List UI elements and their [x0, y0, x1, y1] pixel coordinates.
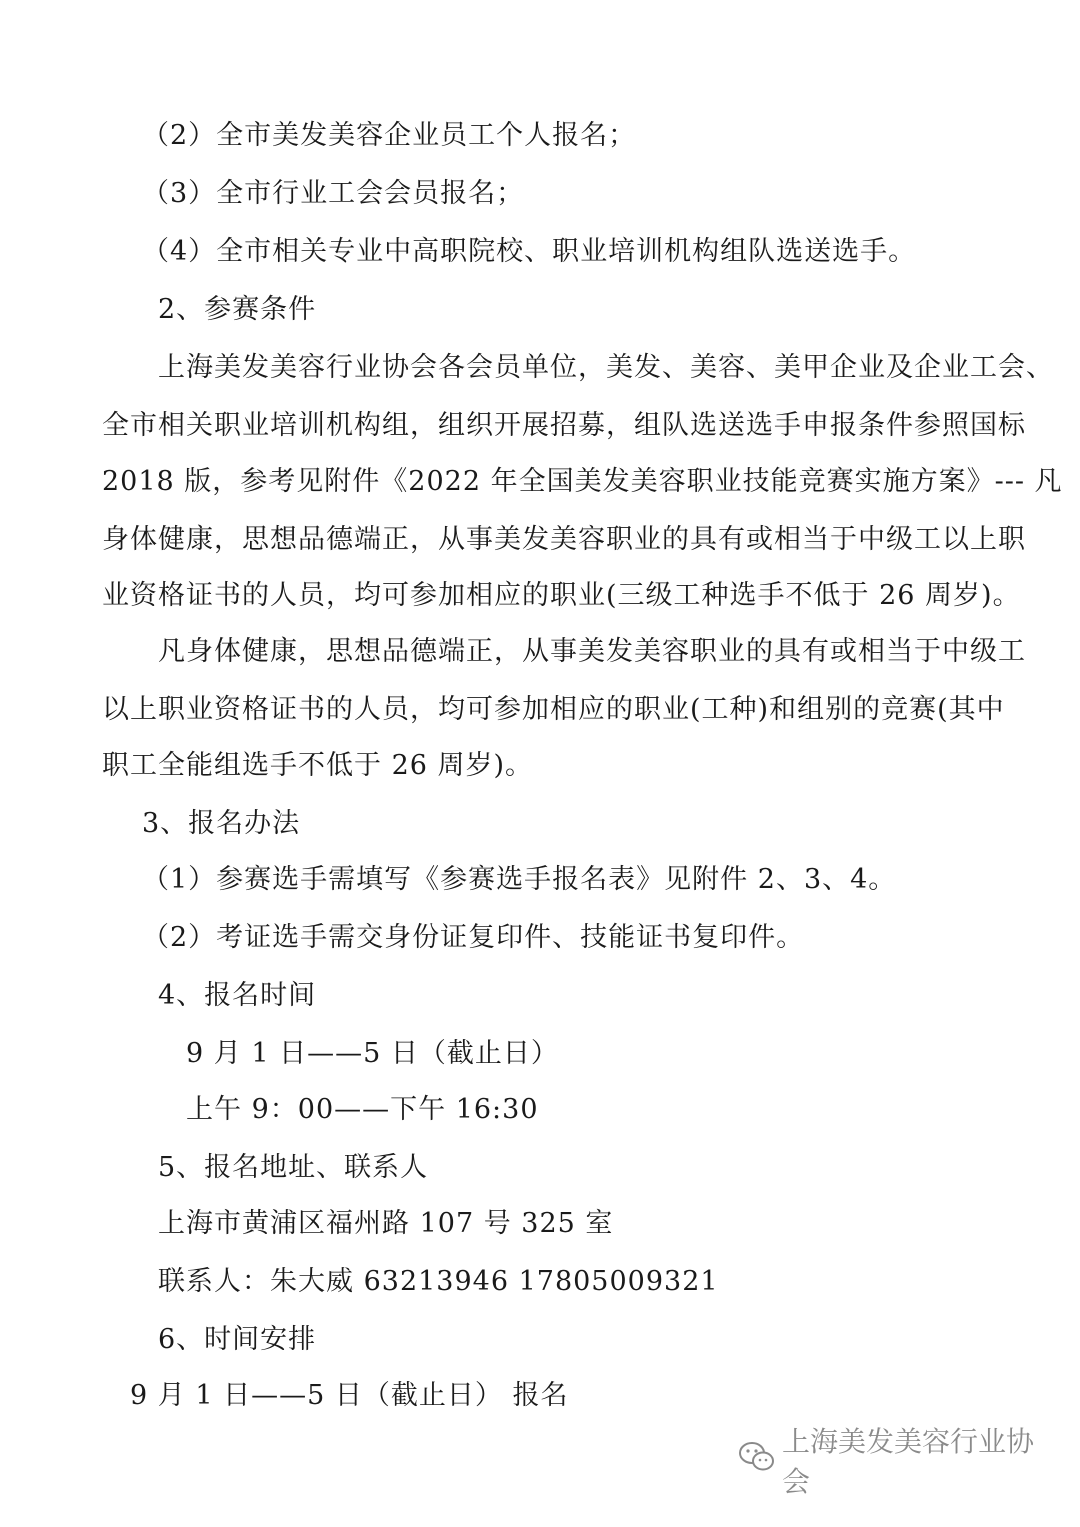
text-line: 身体健康，思想品德端正，从事美发美容职业的具有或相当于中级工以上职 — [102, 524, 1026, 555]
section-heading: 3、报名办法 — [142, 808, 301, 839]
text-line: 职工全能组选手不低于 26 周岁)。 — [102, 750, 534, 781]
contact-line: 联系人：朱大威 63213946 17805009321 — [158, 1266, 719, 1297]
text-line: 以上职业资格证书的人员，均可参加相应的职业(工种)和组别的竞赛(其中 — [102, 694, 1005, 725]
watermark-text: 上海美发美容行业协会 — [782, 1425, 1035, 1498]
text-line: 凡身体健康，思想品德端正，从事美发美容职业的具有或相当于中级工 — [158, 636, 1026, 667]
text-line: （1）参赛选手需填写《参赛选手报名表》见附件 2、3、4。 — [142, 864, 897, 895]
text-line: （2）考证选手需交身份证复印件、技能证书复印件。 — [142, 922, 805, 953]
wechat-icon — [738, 1441, 782, 1480]
text-line: （2）全市美发美容企业员工个人报名； — [142, 120, 637, 151]
section-heading: 6、时间安排 — [158, 1324, 317, 1355]
text-line: （3）全市行业工会会员报名； — [142, 178, 525, 209]
watermark — [738, 1425, 1058, 1498]
text-line: 9 月 1 日——5 日（截止日） 报名 — [130, 1380, 569, 1411]
text-line: 上海美发美容行业协会各会员单位，美发、美容、美甲企业及企业工会、 — [158, 352, 1054, 383]
section-heading: 5、报名地址、联系人 — [158, 1152, 429, 1183]
text-line: 业资格证书的人员，均可参加相应的职业(三级工种选手不低于 26 周岁)。 — [102, 580, 1021, 611]
text-line: 全市相关职业培训机构组，组织开展招募，组队选送选手申报条件参照国标 — [102, 410, 1026, 441]
text-line: 上海市黄浦区福州路 107 号 325 室 — [158, 1208, 614, 1239]
section-heading: 4、报名时间 — [158, 980, 317, 1011]
text-line: （4）全市相关专业中高职院校、职业培训机构组队选送选手。 — [142, 236, 917, 267]
text-line: 2018 版，参考见附件《2022 年全国美发美容职业技能竞赛实施方案》--- 凡 — [102, 466, 1063, 497]
text-line: 上午 9：00——下午 16:30 — [186, 1094, 539, 1125]
section-heading: 2、参赛条件 — [158, 294, 317, 325]
text-line: 9 月 1 日——5 日（截止日） — [186, 1038, 559, 1069]
